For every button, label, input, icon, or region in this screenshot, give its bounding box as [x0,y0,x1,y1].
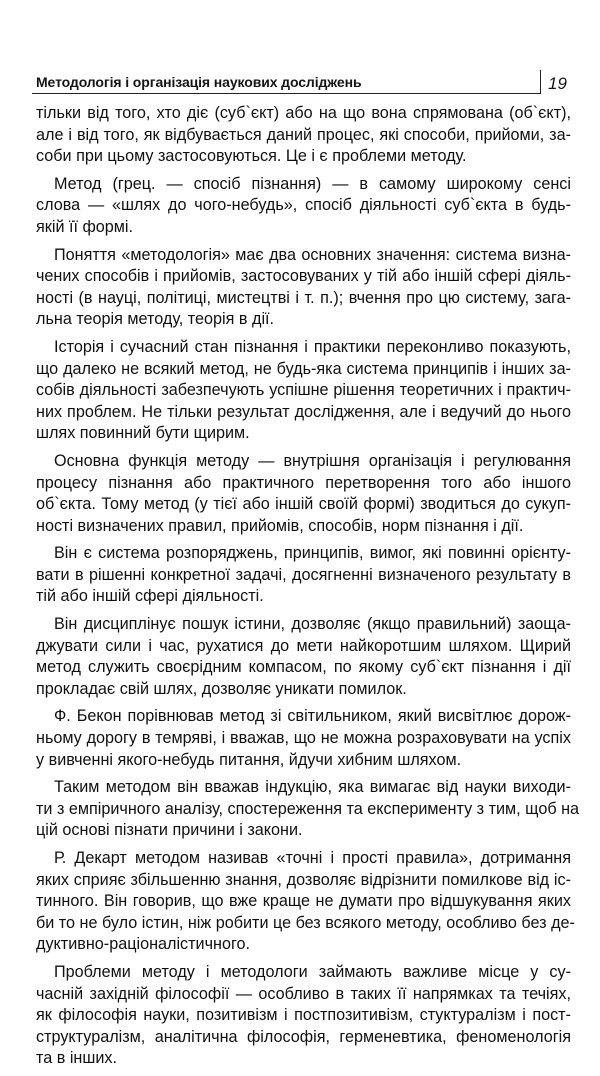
paragraph [36,614,571,700]
text-line: ності визначених правил, прийомів, способів, норм пізнання і дії. [36,516,524,535]
text-line: прокладає свій шлях, дозволяє уникати помилок. [36,679,407,698]
body-text [36,103,580,1076]
header-rule [32,93,540,94]
paragraph [36,451,571,537]
text-line: Р. Декарт методом називав «точні і прості правила», дотримання [54,849,571,867]
text-line: часній західній філософії — особливо в таких її напрямках та течіях, [36,984,571,1003]
text-line: ти з емпіричного аналізу, спостереження та експерименту з тим, щоб на [36,799,580,818]
text-line: вати в рішенні конкретної задачі, досягненні визначеного результату в [36,565,571,584]
text-line: тій або іншій сфері діяльності. [36,587,264,606]
text-line: шлях повинний бути щирим. [36,424,250,443]
text-line: тинного. Він говорив, що вже краще не думати про відшукування яких [36,892,571,911]
text-line: якій її формі. [36,217,134,236]
text-line: Він дисциплінує пошук істини, дозволяє (якщо правильний) заоща- [54,615,571,634]
text-line: ності (в науці, політиці, мистецтві і т. п.); вчення про цю систему, зага- [36,288,571,307]
text-line: яких сприяє збільшенню знання, дозволяє відрізнити помилкове від іс- [36,870,571,889]
text-line: Поняття «методологія» має два основних значення: система визна- [54,245,571,264]
text-line: собів діяльності забезпечують успішне рішення теоретичних і практич- [36,381,571,400]
text-line: ньому дорогу в темряві, і вважав, що не можна розраховувати на успіх [36,729,571,748]
paragraph [36,543,571,608]
text-line: Таким методом він вважав індукцію, яка вимагає від науки виходи- [54,778,571,797]
text-line: Метод (грец. — спосіб пізнання) — в самому широкому сенсі [54,174,571,193]
text-line: дуктивно-раціоналістичного. [36,935,251,954]
paragraph [36,706,571,771]
text-line: Він є система розпоряджень, принципів, вимог, які повинні орієнту- [54,544,571,563]
text-line: цій основі пізнати причини і закони. [36,821,303,840]
page-number: 19 [548,74,567,93]
text-line: Історія і сучасний стан пізнання і практики переконливо показують, [54,337,571,356]
paragraph [36,174,571,239]
paragraph [36,337,571,445]
text-line: але і від того, як відбувається даний процес, які способи, прийоми, за- [36,125,571,144]
running-header-title: Методологія і організація наукових досліджень [36,74,362,90]
text-line: об`єкта. Тому метод (у тієї або іншій своїй формі) зводиться до сукуп- [36,495,571,514]
text-line: льна теорія методу, теорія в дії. [36,310,275,329]
text-line: у вивченні якого-небудь питання, йдучи хибним шляхом. [36,750,462,769]
text-line: слова — «шлях до чого-небудь», спосіб діяльності суб`єкта в будь- [36,196,571,215]
text-line: джувати сили і час, рухатися до мети найкоротшим шляхом. Щирий [36,636,571,655]
text-line: Ф. Бекон порівнював метод зі світильником, який висвітлює дорож- [54,707,571,726]
paragraph [36,245,571,331]
paragraph [36,848,575,956]
text-line: чених способів і прийомів, застосовуваних у тій або іншій сфері діяль- [36,267,571,286]
paragraph [36,962,571,1070]
paragraph [36,103,571,168]
text-line: них проблем. Не тільки результат дослідження, але і ведучий до нього [36,402,571,421]
text-line: та в інших. [36,1049,117,1068]
text-line: метод служить своєрідним компасом, по якому суб`єкт пізнання і дії [36,658,571,677]
text-line: Проблеми методу і методологи займають важливе місце у су- [54,962,571,981]
text-line: структуралізм, аналітична філософія, герменевтика, феноменологія [36,1027,571,1046]
running-header [32,68,572,98]
header-separator [540,70,541,94]
text-line: що далеко не всякий метод, не будь-яка система принципів і інших за- [36,359,571,378]
paragraph [36,777,580,842]
text-line: би то не було істин, ніж робити це без всякого методу, особливо без де- [36,913,575,932]
text-line: як філософія науки, позитивізм і постпозитивізм, стуктуралізм і пост- [36,1006,571,1025]
text-line: Основна функція методу — внутрішня організація і регулювання [54,451,571,470]
text-line: процесу пізнання або практичного перетворення того або іншого [36,473,571,492]
text-line: соби при цьому застосовуються. Це і є проблеми методу. [36,147,467,166]
text-line: тільки від того, хто діє (суб`єкт) або на що вона спрямована (об`єкт), [36,104,571,122]
